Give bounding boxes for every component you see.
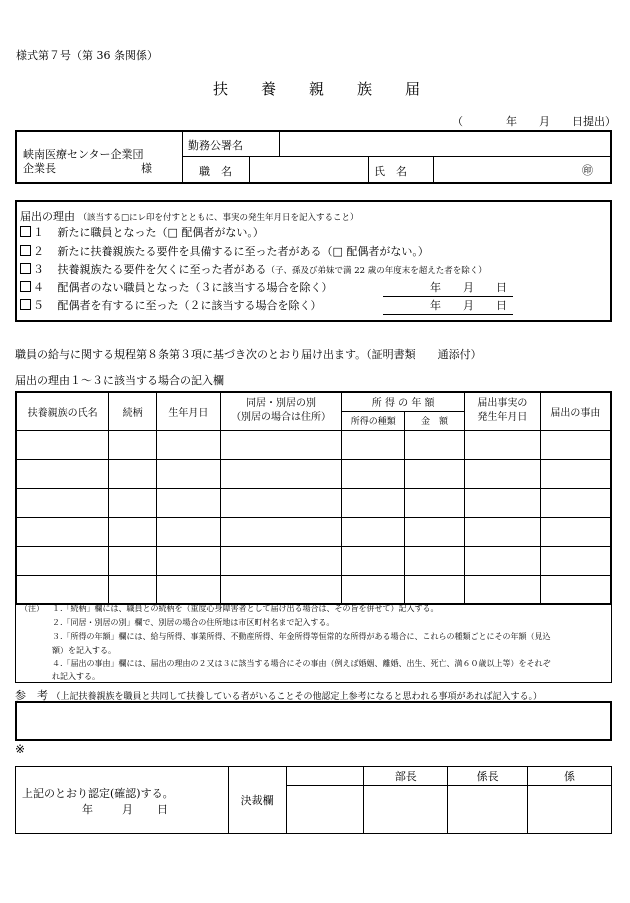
note-line-2: ２.「同居・別居の別」欄で、別居の場合の住所地は市区町村名まで記入する。 — [52, 618, 335, 627]
cell[interactable] — [405, 488, 465, 517]
table-row — [16, 575, 611, 604]
approval-text-cell — [16, 767, 229, 834]
name-field[interactable] — [434, 157, 584, 181]
reason-text: 扶養親族たる要件を欠くに至った者がある — [57, 263, 267, 276]
reason-no: ２ — [33, 245, 44, 258]
reason-text: 配偶者を有するに至った（２に該当する場合を除く） — [57, 299, 322, 312]
cell[interactable] — [464, 546, 540, 575]
col-event-label2: 発生年月日 — [477, 412, 528, 424]
col-income-type-header: 所得の種類 — [342, 411, 405, 430]
cell[interactable] — [157, 488, 221, 517]
col-cohab-header — [220, 392, 342, 430]
cell[interactable] — [464, 459, 540, 488]
page-title: 扶 養 親 族 届 — [213, 80, 422, 98]
name-divider-1 — [368, 156, 369, 182]
cell[interactable] — [464, 488, 540, 517]
cell[interactable] — [16, 488, 109, 517]
addressee-org: 峡南医療センター企業団 — [23, 148, 144, 161]
reasons-heading — [20, 208, 359, 224]
col-kakari: 係 — [528, 767, 612, 786]
name-label: 氏 名 — [374, 165, 407, 178]
col-kakaricho: 係長 — [448, 767, 528, 786]
note-line-6: れ記入する。 — [52, 672, 100, 681]
reason-text: 新たに職員となった（□ 配偶者がない。） — [57, 226, 264, 239]
approval-blank-head — [286, 767, 364, 786]
cell[interactable] — [342, 517, 405, 546]
cell[interactable] — [109, 575, 157, 604]
reason-item-4[interactable] — [20, 280, 333, 296]
table-row — [16, 546, 611, 575]
cell[interactable] — [220, 546, 342, 575]
reason-item-3[interactable] — [20, 262, 487, 278]
table-row — [16, 459, 611, 488]
addressee-box — [15, 130, 612, 184]
submit-year: 年 — [506, 115, 517, 128]
table-row — [16, 517, 611, 546]
checkbox-icon[interactable] — [20, 245, 31, 256]
cell[interactable] — [342, 430, 405, 459]
seal-mark: ㊞ — [582, 164, 593, 177]
col-bucho: 部長 — [364, 767, 448, 786]
dependents-table — [15, 391, 612, 605]
checkbox-icon[interactable] — [20, 299, 31, 310]
reason-note: （子、孫及び弟妹で満 22 歳の年度末を超えた者を除く） — [266, 266, 487, 276]
cell[interactable] — [405, 459, 465, 488]
cell[interactable] — [16, 430, 109, 459]
cell[interactable] — [464, 517, 540, 546]
col-name-header: 扶養親族の氏名 — [16, 392, 109, 430]
reason-5-date-field[interactable] — [383, 298, 513, 315]
submit-paren: （ — [452, 115, 463, 128]
col-income-header: 所 得 の 年 額 — [342, 392, 465, 411]
approval-table — [15, 766, 612, 834]
approval-date-day: 日 — [157, 803, 168, 816]
note-line-1: １.「続柄」欄には、職員との続柄を（重度心身障害者として届け出る場合は、その旨を併せて）記入する。 — [52, 604, 439, 613]
cell[interactable] — [16, 459, 109, 488]
submit-date — [452, 113, 617, 129]
office-field[interactable] — [280, 133, 610, 155]
reference-note: （上記扶養親族を職員と共同して扶養している者がいることその他認定上参考になると思われる事項があれば記入する。） — [51, 692, 543, 702]
cell[interactable] — [109, 488, 157, 517]
cell[interactable] — [405, 546, 465, 575]
col-event-header — [464, 392, 540, 430]
reason-no: １ — [33, 226, 44, 239]
cell[interactable] — [540, 488, 611, 517]
date-month: 月 — [463, 281, 474, 294]
note-line-5: ４.「届出の事由」欄には、届出の理由の２又は３に該当する場合にその事由（例えば婚姻、離婚、出生、死亡、満６０歳以上等）をそれぞ — [52, 659, 551, 668]
cell[interactable] — [157, 517, 221, 546]
col-income-amount-header: 金 額 — [405, 411, 465, 430]
date-year: 年 — [430, 299, 441, 312]
cell[interactable] — [342, 546, 405, 575]
reason-no: ４ — [33, 281, 44, 294]
cell[interactable] — [109, 430, 157, 459]
col-birth-header: 生年月日 — [157, 392, 221, 430]
cell[interactable] — [16, 517, 109, 546]
cell[interactable] — [157, 575, 221, 604]
reference-label: 参 考 — [15, 689, 48, 702]
form-number: 様式第７号（第 36 条関係） — [16, 49, 158, 62]
date-day: 日 — [496, 281, 507, 294]
approval-text: 上記のとおり認定(確認)する。 — [22, 787, 174, 800]
addressee-divider-v — [182, 132, 183, 182]
cell[interactable] — [157, 459, 221, 488]
col-cohab-label: 同居・別居の別 — [246, 398, 317, 410]
cell[interactable] — [109, 459, 157, 488]
approval-date-year: 年 — [82, 803, 93, 816]
checkbox-icon[interactable] — [20, 263, 31, 274]
reason-item-5[interactable] — [20, 298, 322, 314]
cell[interactable] — [220, 575, 342, 604]
stamp-cell-blank[interactable] — [286, 786, 364, 834]
checkbox-icon[interactable] — [20, 281, 31, 292]
note-line-4: 額）を記入する。 — [52, 646, 116, 655]
reason-no: ３ — [33, 263, 44, 276]
reasons-heading-label: 届出の理由 — [20, 210, 75, 223]
cell[interactable] — [540, 546, 611, 575]
cell[interactable] — [157, 430, 221, 459]
cell[interactable] — [540, 517, 611, 546]
date-year: 年 — [430, 281, 441, 294]
submit-month: 月 — [539, 115, 550, 128]
col-relation-header: 続柄 — [109, 392, 157, 430]
cell[interactable] — [405, 575, 465, 604]
cell[interactable] — [405, 430, 465, 459]
table-row — [16, 430, 611, 459]
decision-label: 決裁欄 — [228, 767, 286, 834]
post-label: 職 名 — [199, 165, 232, 178]
reason-text: 新たに扶養親族たる要件を具備するに至った者がある（□ 配偶者がない。） — [57, 245, 429, 258]
reason-item-1[interactable] — [20, 225, 264, 241]
stamp-cell-bucho[interactable] — [364, 786, 448, 834]
cell[interactable] — [540, 459, 611, 488]
cell[interactable] — [342, 488, 405, 517]
approval-date-month: 月 — [122, 803, 133, 816]
notes-label: （注） — [20, 604, 44, 613]
col-event-label: 届出事実の — [477, 398, 528, 410]
cell[interactable] — [220, 488, 342, 517]
cell[interactable] — [220, 430, 342, 459]
cell[interactable] — [16, 575, 109, 604]
reason-4-date-field[interactable] — [383, 280, 513, 297]
note-line-3: ３.「所得の年額」欄には、給与所得、事業所得、不動産所得、年金所得等恒常的な所得がある場合に、これらの種類ごとにその年額（見込 — [52, 632, 551, 641]
kome-mark: ※ — [15, 742, 26, 756]
post-field[interactable] — [250, 157, 367, 181]
table-row — [16, 488, 611, 517]
cell[interactable] — [342, 459, 405, 488]
cell[interactable] — [405, 517, 465, 546]
col-cohab-sub: （別居の場合は住所） — [231, 412, 332, 424]
cell[interactable] — [16, 546, 109, 575]
table-caption: 届出の理由１～３に該当する場合の記入欄 — [15, 374, 224, 387]
addressee-honorific: 様 — [141, 162, 152, 175]
cell[interactable] — [464, 430, 540, 459]
cell[interactable] — [540, 575, 611, 604]
cell[interactable] — [220, 517, 342, 546]
col-reason-header: 届出の事由 — [540, 392, 611, 430]
cell[interactable] — [464, 575, 540, 604]
addressee-title: 企業長 — [23, 162, 56, 175]
reason-text: 配偶者のない職員となった（３に該当する場合を除く） — [57, 281, 333, 294]
reference-field[interactable] — [15, 701, 612, 741]
date-month: 月 — [463, 299, 474, 312]
reason-no: ５ — [33, 299, 44, 312]
office-label: 勤務公署名 — [188, 139, 243, 152]
cell[interactable] — [342, 575, 405, 604]
cell[interactable] — [540, 430, 611, 459]
stamp-cell-kakaricho[interactable] — [448, 786, 528, 834]
cell[interactable] — [109, 546, 157, 575]
statement-text: 職員の給与に関する規程第８条第３項に基づき次のとおり届け出ます。（証明書類 通添付） — [15, 348, 482, 361]
cell[interactable] — [220, 459, 342, 488]
checkbox-icon[interactable] — [20, 226, 31, 237]
reason-item-2[interactable] — [20, 244, 429, 260]
cell[interactable] — [157, 546, 221, 575]
stamp-cell-kakari[interactable] — [528, 786, 612, 834]
date-day: 日 — [496, 299, 507, 312]
approval-date — [22, 801, 228, 815]
submit-day: 日提出） — [572, 115, 616, 128]
cell[interactable] — [109, 517, 157, 546]
reasons-heading-note: （該当する□にレ印を付すとともに、事実の発生年月日を記入すること） — [78, 213, 359, 223]
